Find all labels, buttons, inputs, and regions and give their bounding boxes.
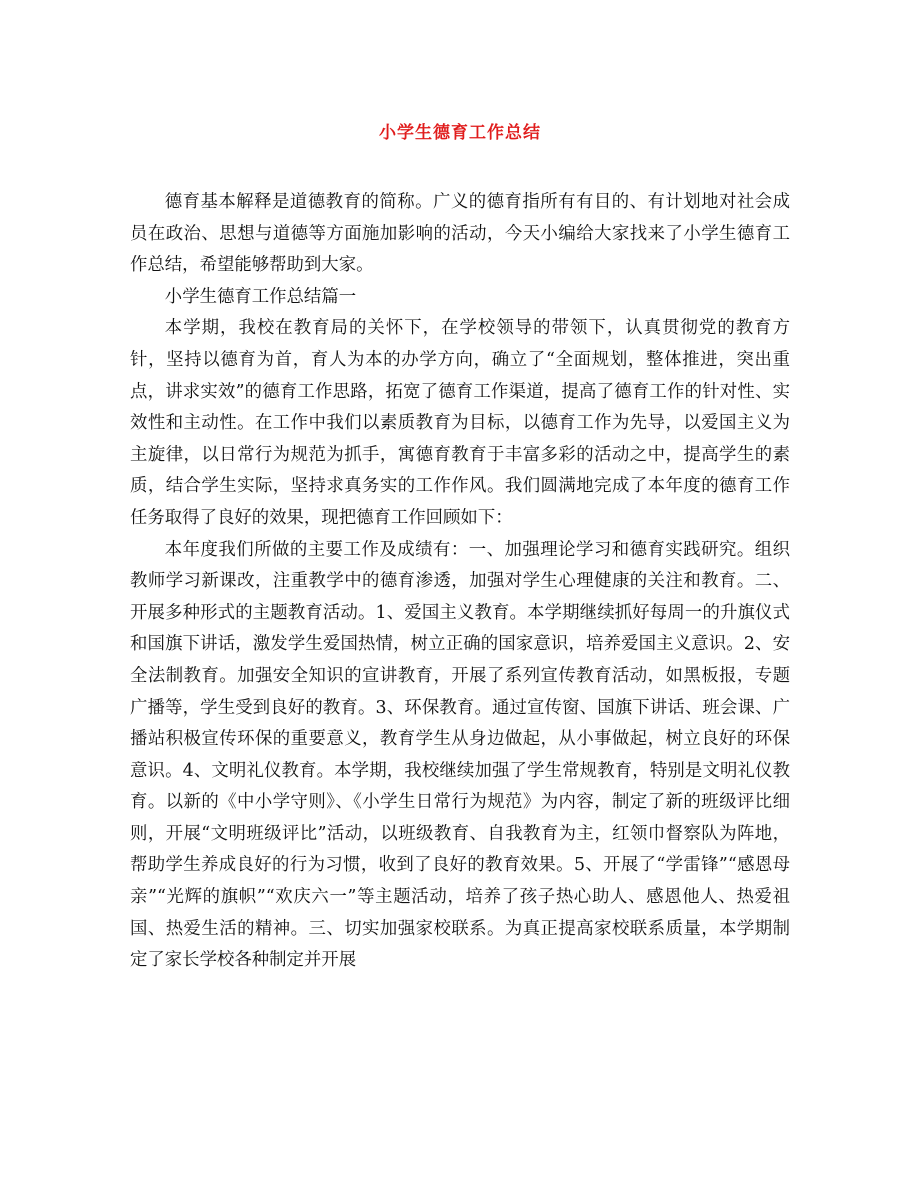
document-title: 小学生德育工作总结 — [379, 123, 541, 143]
body-paragraph-2: 本年度我们所做的主要工作及成绩有：一、加强理论学习和德育实践研究。组织教师学习新课改，注重教学中的德育渗透，加强对学生心理健康的关注和教育。二、开展多种形式的主题教育活动。1、爱国主义教育。本学期继续抓好每周一的升旗仪式和国旗下讲话，激发学生爱国热情，树立正确的国家意识，培养爱国主义意识。2、安全法制教育。加强安全知识的宣讲教育，开展了系列宣传教育活动，如黑板报，专题广播等，学生受到良好的教育。3、环保教育。通过宣传窗、国旗下讲话、班会课、广播站积极宣传环保的重要意义，教育学生从身边做起，从小事做起，树立良好的环保意识。4、文明礼仪教育。本学期，我校继续加强了学生常规教育，特别是文明礼仪教育。以新的《中小学守则》、《小学生日常行为规范》为内容，制定了新的班级评比细则，开展“文明班级评比”活动，以班级教育、自我教育为主，红领巾督察队为阵地，帮助学生养成良好的行为习惯，收到了良好的教育效果。5、开展了“学雷锋”“感恩母亲”“光辉的旗帜”“欢庆六一”等主题活动，培养了孩子热心助人、感恩他人、热爱祖国、热爱生活的精神。三、切实加强家校联系。为真正提高家校联系质量，本学期制定了家长学校各种制定并开展 — [130, 539, 790, 971]
body-paragraph-1: 本学期，我校在教育局的关怀下，在学校领导的带领下，认真贯彻党的教育方针，坚持以德育为首，育人为本的办学方向，确立了“全面规划，整体推进，突出重点，讲求实效”的德育工作思路，拓宽了德育工作渠道，提高了德育工作的针对性、实效性和主动性。在工作中我们以素质教育为目标，以德育工作为先导，以爱国主义为主旋律，以日常行为规范为抓手，寓德育教育于丰富多彩的活动之中，提高学生的素质，结合学生实际，坚持求真务实的工作作风。我们圆满地完成了本年度的德育工作任务取得了良好的效果，现把德育工作回顾如下： — [130, 318, 790, 528]
document-page — [130, 118, 790, 977]
section-heading: 小学生德育工作总结篇一 — [164, 286, 357, 307]
intro-paragraph: 德育基本解释是道德教育的简称。广义的德育指所有有目的、有计划地对社会成员在政治、思想与道德等方面施加影响的活动，今天小编给大家找来了小学生德育工作总结，希望能够帮助到大家。 — [130, 192, 790, 276]
